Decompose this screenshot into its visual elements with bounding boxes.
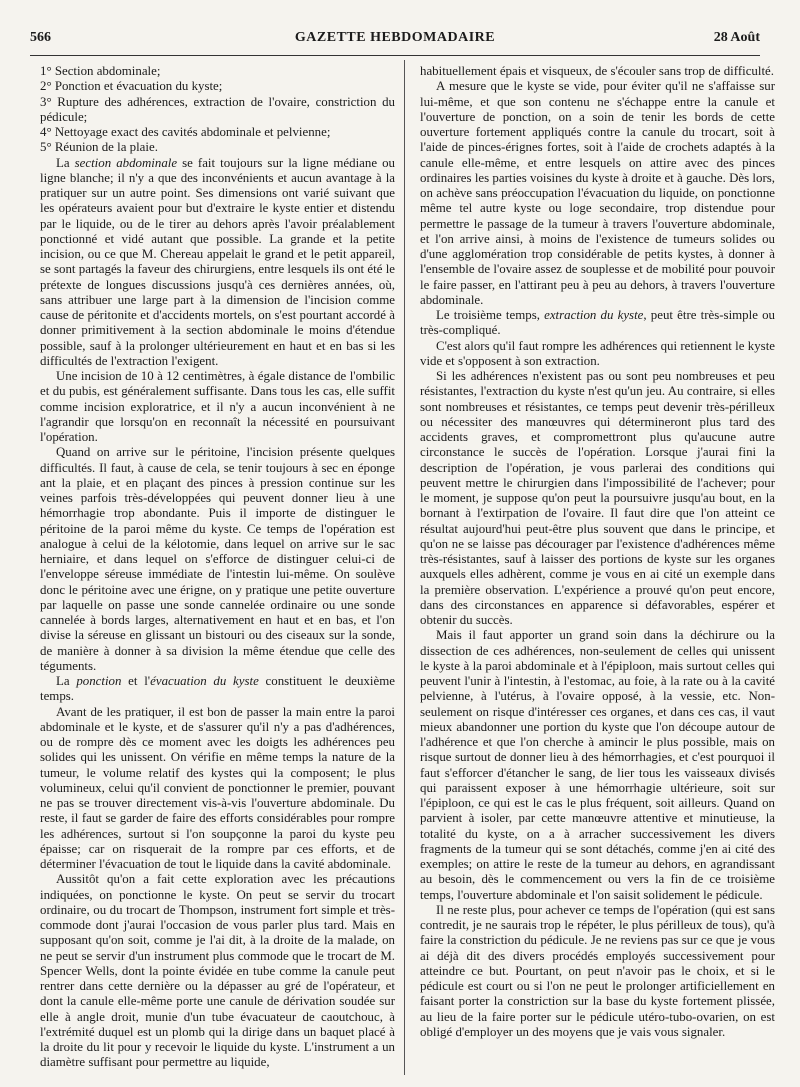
paragraph: Une incision de 10 à 12 centimètres, à égale distance de l'ombilic et du pubis, est généralement suffisante. Dans tous les cas, elle suffit comme incision exploratrice, et il n'y a aucun inconvénient à ne l'agrandir que lorsqu'on en reconnaît la nécessité en poursuivant l'opération. [40, 369, 395, 444]
right-column [420, 64, 775, 1040]
paragraph: La ponction et l'évacuation du kyste constituent le deuxième temps. [40, 674, 395, 704]
page-header [30, 28, 760, 48]
paragraph: C'est alors qu'il faut rompre les adhérences qui retiennent le kyste vide et s'opposent à son extraction. [420, 338, 775, 368]
italic-term: extraction du kyste [544, 308, 644, 322]
paragraph: Aussitôt qu'on a fait cette exploration avec les précautions indiquées, on ponctionne le kyste. On peut se servir du trocart ordinaire, ou du trocart de Thompson, instrument fort simple et très-commode dont j'aurai l'occasion de vous parler plus tard. Mais en supposant qu'on soit, comme je l'ai dit, à la droite de la malade, on ne peut se servir d'un instrument plus commode que le trocart de M. Spencer Wells, dont la pointe évidée en tube comme la canule peut rentrer dans cette dernière ou la dépasser au gré de l'opérateur, et dont la canule elle-même porte une canule de dérivation soudée sur elle à angle droit, munie d'un tube évacuateur de caoutchouc, à l'extrémité duquel est un plomb qui la dirige dans un baquet placé à la droite du lit pour y recevoir le liquide du kyste. L'instrument a un diamètre suffisant pour permettre au liquide, [40, 872, 395, 1070]
italic-term: section abdominale [74, 155, 178, 170]
list-item: 3° Rupture des adhérences, extraction de l'ovaire, constriction du pédicule; [40, 94, 395, 124]
italic-term: ponction [76, 674, 122, 688]
journal-title: GAZETTE HEBDOMADAIRE [294, 30, 496, 45]
left-column [40, 64, 395, 1071]
list-item: 2° Ponction et évacuation du kyste; [40, 79, 223, 94]
paragraph: La section abdominale se fait toujours sur la ligne médiane ou ligne blanche; il n'y a que des inconvénients et aucun avantage à la pratiquer sur un autre point. Ses dimensions ont varié suivant que les opérateurs avaient pour but d'extraire le kyste entier et distendu par le liquide, ou de le tirer au dehors après l'avoir préalablement ponctionné et vidé autant que possible. La grande et la petite incision, ou ce que M. Chereau appelait le grand et le petit appareil, se sont partagés la faveur des chirurgiens, entre lesquels ils ont été le prétexte de longues discussions jusqu'à ces dernières années, où, sans attribuer une large part à la dimension de l'incision comme cause de péritonite et d'accidents mortels, on s'est pourtant accordé à donner primitivement à la section abdominale le moins d'étendue possible, sauf à la prolonger ultérieurement en haut et en bas si les difficultés de l'extraction l'exigent. [40, 155, 395, 368]
issue-date: 28 Août [713, 30, 760, 45]
header-rule [30, 55, 760, 56]
list-item: 1° Section abdominale; [40, 64, 161, 78]
paragraph: Avant de les pratiquer, il est bon de passer la main entre la paroi abdominale et le kyste, et de s'assurer qu'il n'y a pas d'adhérences, ou de rompre dès ce moment avec les doigts les adhérences peu solides qui les unissent. On vérifie en même temps la nature de la tumeur, le volume relatif des kystes qui la composent; le plus volumineux, celui qu'il convient de ponctionner le premier, pouvant ne pas se trouver directement vis-à-vis l'ouverture abdominale. Du reste, il faut se garder de faire des efforts considérables pour rompre les adhérences, surtout si l'on soupçonne la paroi du kyste peu épaisse; car on risquerait de la rompre par ces efforts, et de déterminer l'évacuation de tout le liquide dans la cavité abdominale. [40, 704, 395, 871]
paragraph: Il ne reste plus, pour achever ce temps de l'opération (qui est sans contredit, je ne saurais trop le répéter, le plus périlleux de tous), qu'à faire la constriction du pédicule. Je ne reviens pas sur ce que je vous ai déjà dit des divers procédés employés successivement pour atteindre ce but. Pourtant, on peut n'avoir pas le choix, et si le pédicule est court ou si l'on ne peut le prolonger artificiellement en faisant porter la constriction sur la base du kyste fortement plissée, au lieu de la faire porter sur le pédicule utéro-tubo-ovarien, on est obligé d'employer un des moyens que je vais vous signaler. [420, 902, 775, 1039]
paragraph: Mais il faut apporter un grand soin dans la déchirure ou la dissection de ces adhérences, non-seulement de celles qui unissent le kyste à la paroi abdominale et à l'épiploon, mais surtout celles qui peuvent l'unir à l'intestin, à l'estomac, au foie, à la rate ou à la cavité pelvienne, à l'utérus, à l'ovaire opposé, à la vessie, etc. Non-seulement on risque d'intéresser ces organes, et dans ces cas, il vaut mieux abandonner une portion du kyste que l'on découpe autour de l'adhérence et que l'on cherche à amincir le plus possible, mais on risque surtout de donner lieu à des hémorrhagies, et c'est pourquoi il faut s'efforcer d'étancher le sang, de lier tous les vaisseaux divisés qui paraissent exposer à une hémorrhagie ultérieure, soit sur l'épiploon, ce qui est le cas le plus fréquent, soit ailleurs. Quand on parvient à isoler, par cette manœuvre attentive et minutieuse, la totalité du kyste, on a à arracher successivement les divers fragments de la tumeur qui se sont détachés, comme j'en ai cité des exemples; on attire le reste de la tumeur au dehors, en agrandissant au besoin, dès le commencement ou vers la fin de ce troisième temps, l'ouverture abdominale et l'on saisit solidement le pédicule. [420, 628, 775, 902]
list-item: 5° Réunion de la plaie. [40, 140, 158, 155]
list-item: 4° Nettoyage exact des cavités abdominale et pelvienne; [40, 125, 331, 139]
paragraph: Quand on arrive sur le péritoine, l'incision présente quelques difficultés. Il faut, à cause de cela, se tenir toujours à sec en éponge ant la plaie, et en plaçant des pinces à pression continue sur les veines parfois très-développées qui peuvent donner lieu à une hémorrhagie trop abondante. Puis il importe de distinguer le péritoine de la paroi même du kyste. Ce temps de l'opération est analogue à celui de la kélotomie, dans lequel on arrive sur le sac herniaire, et dans lequel on s'efforce de distinguer celui-ci de l'enveloppe séreuse immédiate de l'intestin lui-même. On soulève donc le péritoine avec une érigne, on y pratique une petite ouverture par laquelle on passe une sonde cannelée ordinaire ou une sonde cannelée à bords larges, alternativement en haut et en bas, et l'on divise la séreuse en glissant un bistouri ou des ciseaux sur la sonde, de manière à donner à sa division la même étendue que celle des téguments. [40, 445, 395, 673]
page-number: 566 [30, 30, 51, 45]
italic-term: évacuation du kyste [150, 674, 259, 688]
paragraph: Le troisième temps, extraction du kyste, peut être très-simple ou très-compliqué. [420, 308, 775, 338]
paragraph: Si les adhérences n'existent pas ou sont peu nombreuses et peu résistantes, l'extraction du kyste n'est qu'un jeu. Au contraire, si elles sont nombreuses et résistantes, ce temps peut devenir très-périlleux ou nécessiter des manœuvres qui détermineront plus tard des accidents graves, et compromettront plus qu'aucune autre circonstance le succès de l'opération. Lorsque j'aurai fini la description de l'opération, je vous parlerai des conditions qui peuvent mettre le chirurgien dans l'impossibilité de l'achever; pour le moment, je suppose qu'on peut la poursuivre jusqu'au bout, en la bornant à l'extirpation de l'ovaire. Il faut dire que l'on atteint ce résultat aujourd'hui peut-être plus souvent que dans le principe, et qu'on ne se laisse pas décourager par l'existence d'adhérences même très-résistantes, sauf à laisser des portions de kyste sur les organes auxquels elles adhèrent, comme je vous en ai cité un exemple dans la première observation. L'expérience a prouvé qu'on peut encore, dans des circonstances en apparence si défavorables, espérer et obtenir du succès. [420, 369, 775, 627]
paragraph: A mesure que le kyste se vide, pour éviter qu'il ne s'affaisse sur lui-même, et que son contenu ne s'échappe entre la canule et l'ouverture de ponction, on a soin de tenir les bords de cette ouverture fortement appliqués contre la canule du trocart, soit à l'aide de pinces-érignes fortes, soit à l'aide de crochets adaptés à la canule elle-même, et entre lesquels on attire avec des pinces ordinaires les parties voisines du kyste à droite et à gauche. Dès lors, on achève sans préoccupation l'évacuation du liquide, on ponctionne même tel autre kyste ou loge secondaire, trop distendue pour permettre le passage de la tumeur à travers l'ouverture abdominale, et l'on arrive ainsi, à moins de l'existence de tumeurs solides ou d'une agglomération trop considérable de petits kystes, à donner à l'ensemble de l'ovaire assez de souplesse et de mobilité pour pouvoir le faire passer, en l'attirant peu à peu au dehors, à travers l'ouverture abdominale. [420, 79, 775, 307]
paragraph: habituellement épais et visqueux, de s'écouler sans trop de difficulté. [420, 64, 774, 78]
column-divider [404, 60, 405, 1075]
